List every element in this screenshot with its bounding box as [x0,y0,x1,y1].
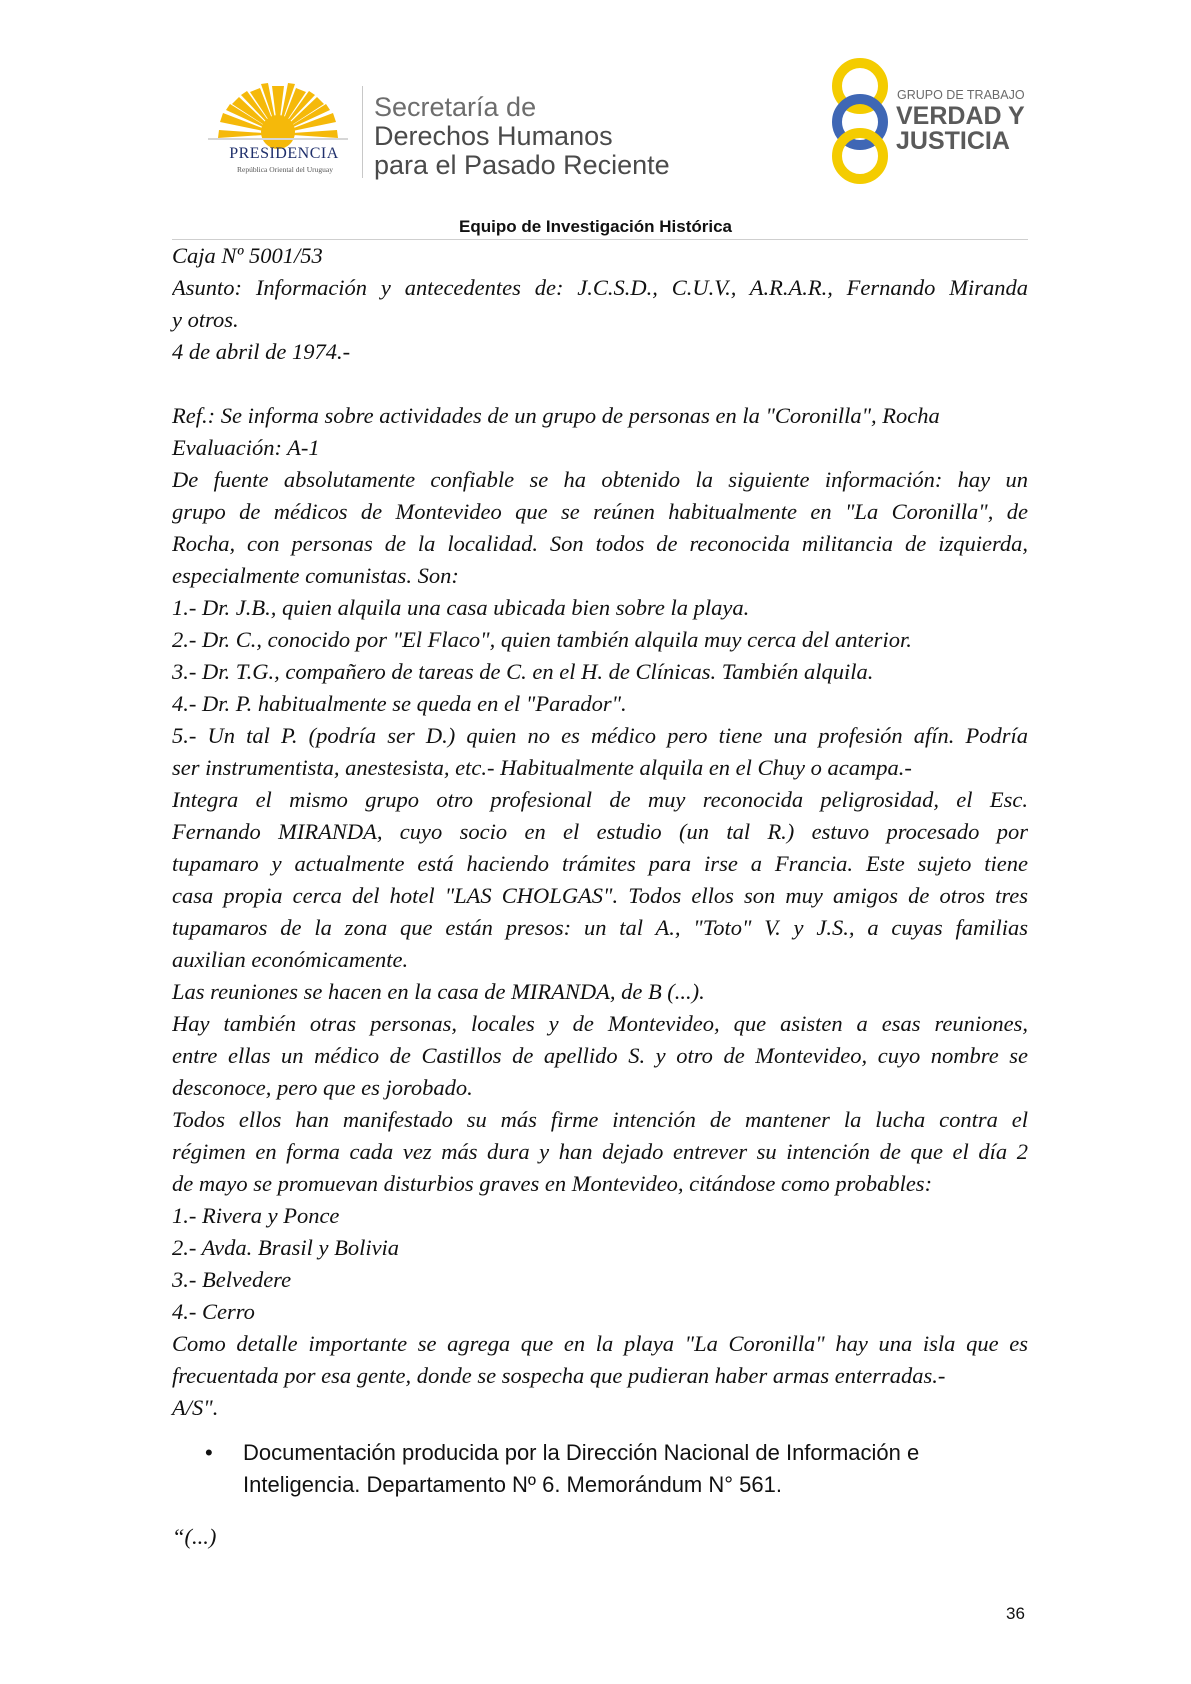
document-date: 4 de abril de 1974.- [172,339,351,364]
paragraph-line: Fernando MIRANDA, cuyo socio en el estudio (un tal R.) estuvo procesado por [172,819,1028,844]
secretaria-title-line-1: Secretaría de [374,92,537,122]
paragraph-line: entre ellas un médico de Castillos de apellido S. y otro de Montevideo, cuyo nombre se [172,1043,1028,1068]
paragraph-line: tupamaro y actualmente está haciendo trámites para irse a Francia. Este sujeto tiene [172,851,1028,876]
source-citation: Documentación producida por la Dirección Nacional de Información e Inteligencia. Departamento Nº 6. Memorándum N° 561. [243,1440,920,1497]
list-item: 3.- Dr. T.G., compañero de tareas de C. en el H. de Clínicas. También alquila. [172,659,874,684]
paragraph-line: régimen en forma cada vez más dura y han dejado entrever su intención de que el día 2 [172,1139,1028,1164]
team-title: Equipo de Investigación Histórica [459,217,732,236]
list-item: 1.- Dr. J.B., quien alquila una casa ubicada bien sobre la playa. [172,595,750,620]
paragraph-line: frecuentada por esa gente, donde se sospecha que pudieran haber armas enterradas.- [172,1363,946,1388]
list-item: 4.- Cerro [172,1299,255,1324]
evaluation-line: Evaluación: A-1 [172,435,320,460]
letterhead [0,0,1191,222]
list-item: 4.- Dr. P. habitualmente se queda en el "Parador". [172,691,627,716]
list-item: 2.- Dr. C., conocido por "El Flaco", quien también alquila muy cerca del anterior. [172,627,912,652]
bullet-icon: • [205,1440,213,1465]
subject-line: Asunto: Información y antecedentes de: J.C.S.D., C.U.V., A.R.A.R., Fernando Miranda [172,275,1028,300]
justicia-label: JUSTICIA [896,127,1010,155]
paragraph-line: Integra el mismo grupo otro profesional de muy reconocida peligrosidad, el Esc. [172,787,1028,812]
list-item: 5.- Un tal P. (podría ser D.) quien no es médico pero tiene una profesión afín. Podría [172,723,1028,748]
list-item: 2.- Avda. Brasil y Bolivia [172,1235,400,1260]
paragraph-line: Todos ellos han manifestado su más firme intención de mantener la lucha contra el [172,1107,1028,1132]
paragraph-line: de mayo se promuevan disturbios graves en Montevideo, citándose como probables: [172,1171,933,1196]
paragraph-line: Las reuniones se hacen en la casa de MIRANDA, de B (...). [172,979,705,1004]
paragraph-line: Hay también otras personas, locales y de Montevideo, que asisten a esas reuniones, [172,1011,1028,1036]
list-item: 3.- Belvedere [172,1267,292,1292]
paragraph-line: grupo de médicos de Montevideo que se reúnen habitualmente en "La Coronilla", de [172,499,1028,524]
secretaria-title-line-3: para el Pasado Reciente [374,150,670,180]
paragraph-line: auxilian económicamente. [172,947,409,972]
paragraph-line: Rocha, con personas de la localidad. Son todos de reconocida militancia de izquierda, [172,531,1028,556]
paragraph-line: casa propia cerca del hotel "LAS CHOLGAS". Todos ellos son muy amigos de otros tres [172,883,1028,908]
list-item: 1.- Rivera y Ponce [172,1203,340,1228]
document-body [172,240,1028,1424]
verdad-y-label: VERDAD Y [896,102,1025,130]
quote-opening: “(...) [172,1524,217,1549]
box-number: Caja Nº 5001/53 [172,243,323,268]
secretaria-title-line-2: Derechos Humanos [374,121,613,151]
paragraph-line: especialmente comunistas. Son: [172,563,459,588]
presidencia-name: PRESIDENCIA [229,145,339,162]
linked-rings-icon [822,56,902,184]
grupo-trabajo-label: GRUPO DE TRABAJO [897,88,1025,102]
paragraph-line: tupamaros de la zona que están presos: un tal A., "Toto" V. y J.S., a cuyas familias [172,915,1028,940]
page-number: 36 [1006,1604,1025,1623]
reference-line: Ref.: Se informa sobre actividades de un grupo de personas en la "Coronilla", Rocha [172,403,940,428]
subject-line: y otros. [172,307,239,332]
blank-line [172,368,1028,400]
paragraph-line: A/S". [172,1395,219,1420]
paragraph-line: desconoce, pero que es jorobado. [172,1075,473,1100]
header-divider [362,86,363,178]
paragraph-line: Como detalle importante se agrega que en la playa "La Coronilla" hay una isla que es [172,1331,1028,1356]
presidencia-subtitle: República Oriental del Uruguay [236,165,333,174]
list-item: ser instrumentista, anestesista, etc.- Habitualmente alquila en el Chuy o acampa.- [172,755,912,780]
paragraph-line: De fuente absolutamente confiable se ha obtenido la siguiente información: hay un [172,467,1028,492]
